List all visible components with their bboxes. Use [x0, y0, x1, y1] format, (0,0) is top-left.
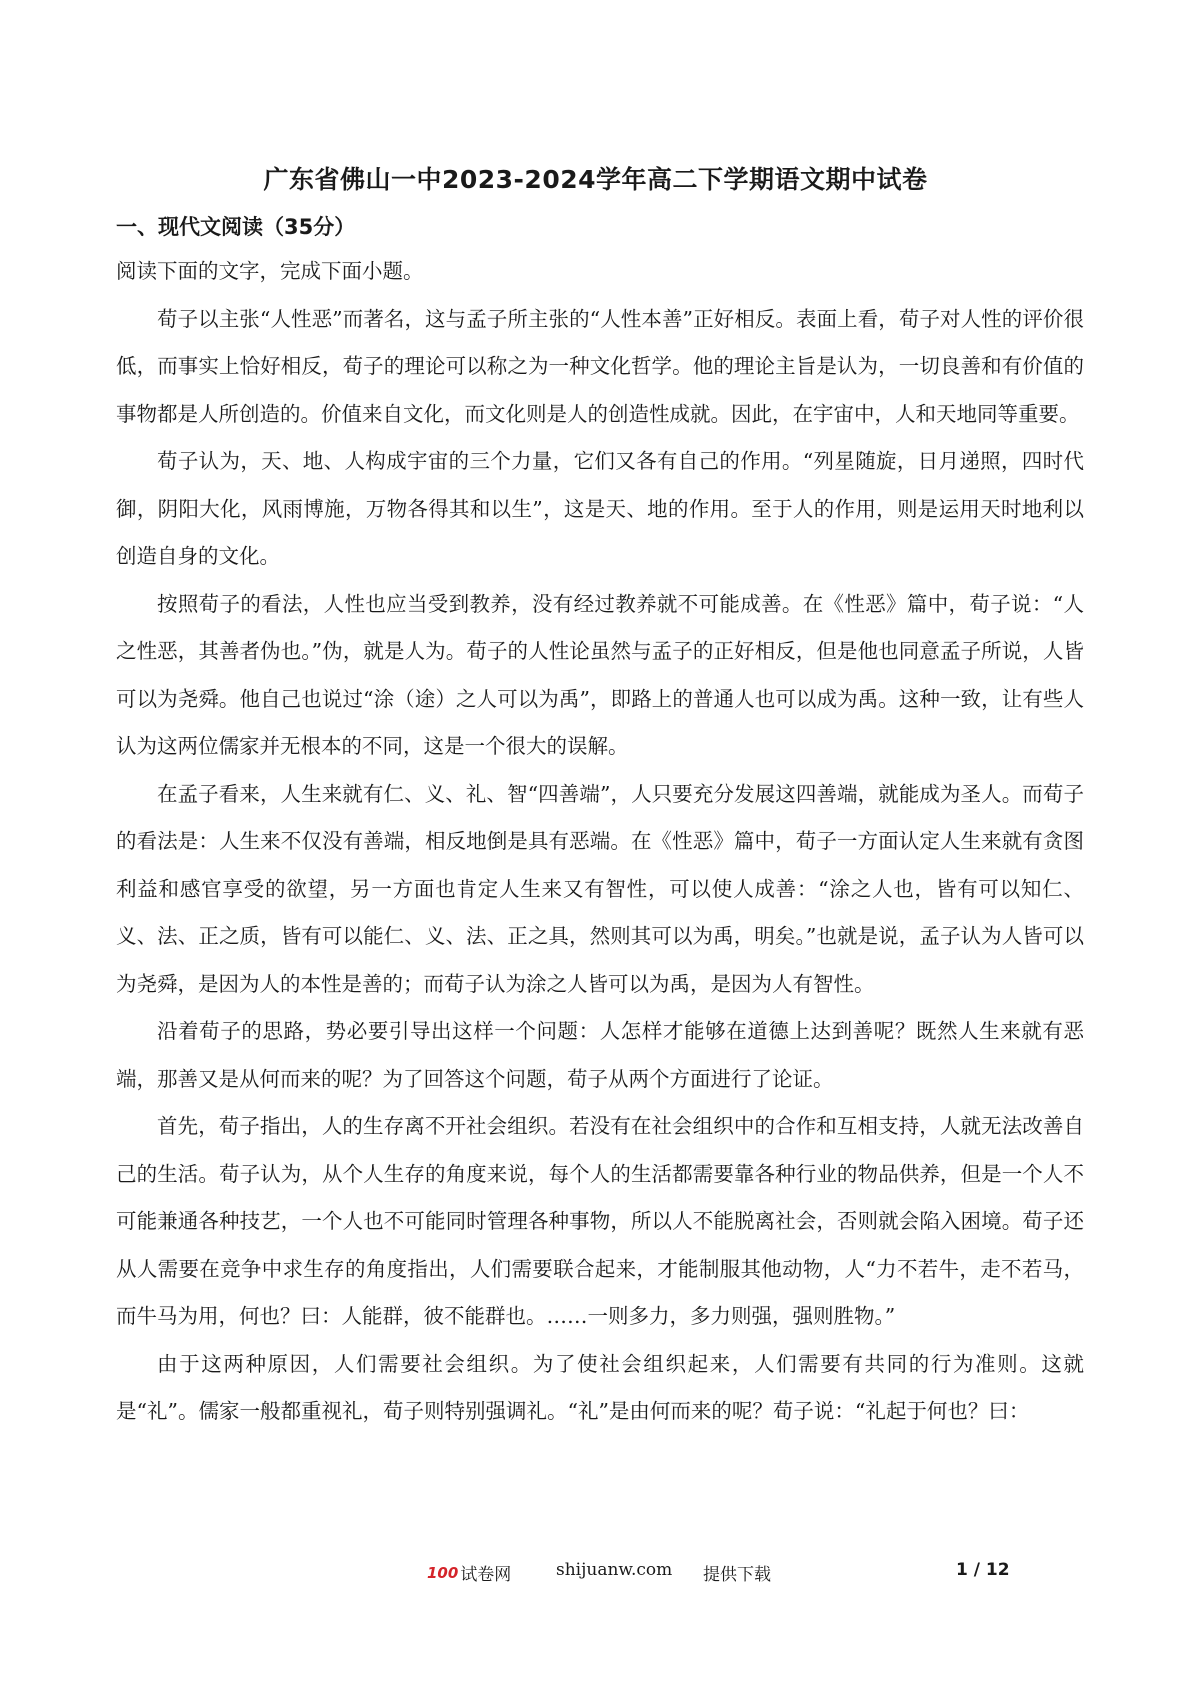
paragraph-2: 荀子认为，天、地、人构成宇宙的三个力量，它们又各有自己的作用。“列星随旋，日月递照，四时代御，阴阳大化，风雨博施，万物各得其和以生”，这是天、地的作用。至于人的作用，则是运用天时地利以创造自身的文化。 [116, 449, 1084, 568]
site-logo [427, 1560, 511, 1585]
site-name: 试卷网 [460, 1565, 512, 1585]
download-label: 提供下载 [703, 1565, 771, 1585]
logo-mark-icon: 100 [427, 1563, 459, 1582]
instruction-text: 阅读下面的文字，完成下面小题。 [116, 259, 424, 283]
site-url: shijuanw.com [556, 1560, 673, 1580]
paragraph-7: 由于这两种原因，人们需要社会组织。为了使社会组织起来，人们需要有共同的行为准则。这就是“礼”。儒家一般都重视礼，荀子则特别强调礼。“礼”是由何而来的呢？荀子说：“礼起于何也？曰： [116, 1351, 1084, 1423]
paragraph-4: 在孟子看来，人生来就有仁、义、礼、智“四善端”，人只要充分发展这四善端，就能成为圣人。而荀子的看法是：人生来不仅没有善端，相反地倒是具有恶端。在《性恶》篇中，荀子一方面认定人生来就有贪图利益和感官享受的欲望，另一方面也肯定人生来又有智性，可以使人成善：“涂之人也，皆有可以知仁、义、法、正之质，皆有可以能仁、义、法、正之具，然则其可以为禹，明矣。”也就是说，孟子认为人皆可以为尧舜，是因为人的本性是善的；而荀子认为涂之人皆可以为禹，是因为人有智性。 [116, 781, 1084, 996]
page-footer [0, 1560, 1191, 1590]
paragraph-1: 荀子以主张“人性恶”而著名，这与孟子所主张的“人性本善”正好相反。表面上看，荀子对人性的评价很低，而事实上恰好相反，荀子的理论可以称之为一种文化哲学。他的理论主旨是认为，一切良善和有价值的事物都是人所创造的。价值来自文化，而文化则是人的创造性成就。因此，在宇宙中，人和天地同等重要。 [116, 306, 1084, 426]
paragraph-3: 按照荀子的看法，人性也应当受到教养，没有经过教养就不可能成善。在《性恶》篇中，荀子说：“人之性恶，其善者伪也。”伪，就是人为。荀子的人性论虽然与孟子的正好相反，但是他也同意孟子所说，人皆可以为尧舜。他自己也说过“涂（途）之人可以为禹”，即路上的普通人也可以成为禹。这种一致，让有些人认为这两位儒家并无根本的不同，这是一个很大的误解。 [116, 591, 1084, 758]
page-number: 1 / 12 [956, 1560, 1010, 1580]
document-title: 广东省佛山一中2023-2024学年高二下学期语文期中试卷 [263, 165, 928, 194]
section-heading: 一、现代文阅读（35分） [116, 215, 356, 239]
paragraph-6: 首先，荀子指出，人的生存离不开社会组织。若没有在社会组织中的合作和互相支持，人就无法改善自己的生活。荀子认为，从个人生存的角度来说，每个人的生活都需要靠各种行业的物品供养，但是一个人不可能兼通各种技艺，一个人也不可能同时管理各种事物，所以人不能脱离社会，否则就会陷入困境。荀子还从人需要在竞争中求生存的角度指出，人们需要联合起来，才能制服其他动物，人“力不若牛，走不若马，而牛马为用，何也？曰：人能群，彼不能群也。……一则多力，多力则强，强则胜物。” [116, 1114, 1084, 1328]
paragraph-5: 沿着荀子的思路，势必要引导出这样一个问题：人怎样才能够在道德上达到善呢？既然人生来就有恶端，那善又是从何而来的呢？为了回答这个问题，荀子从两个方面进行了论证。 [116, 1019, 1084, 1091]
reading-passage [116, 248, 1084, 1436]
